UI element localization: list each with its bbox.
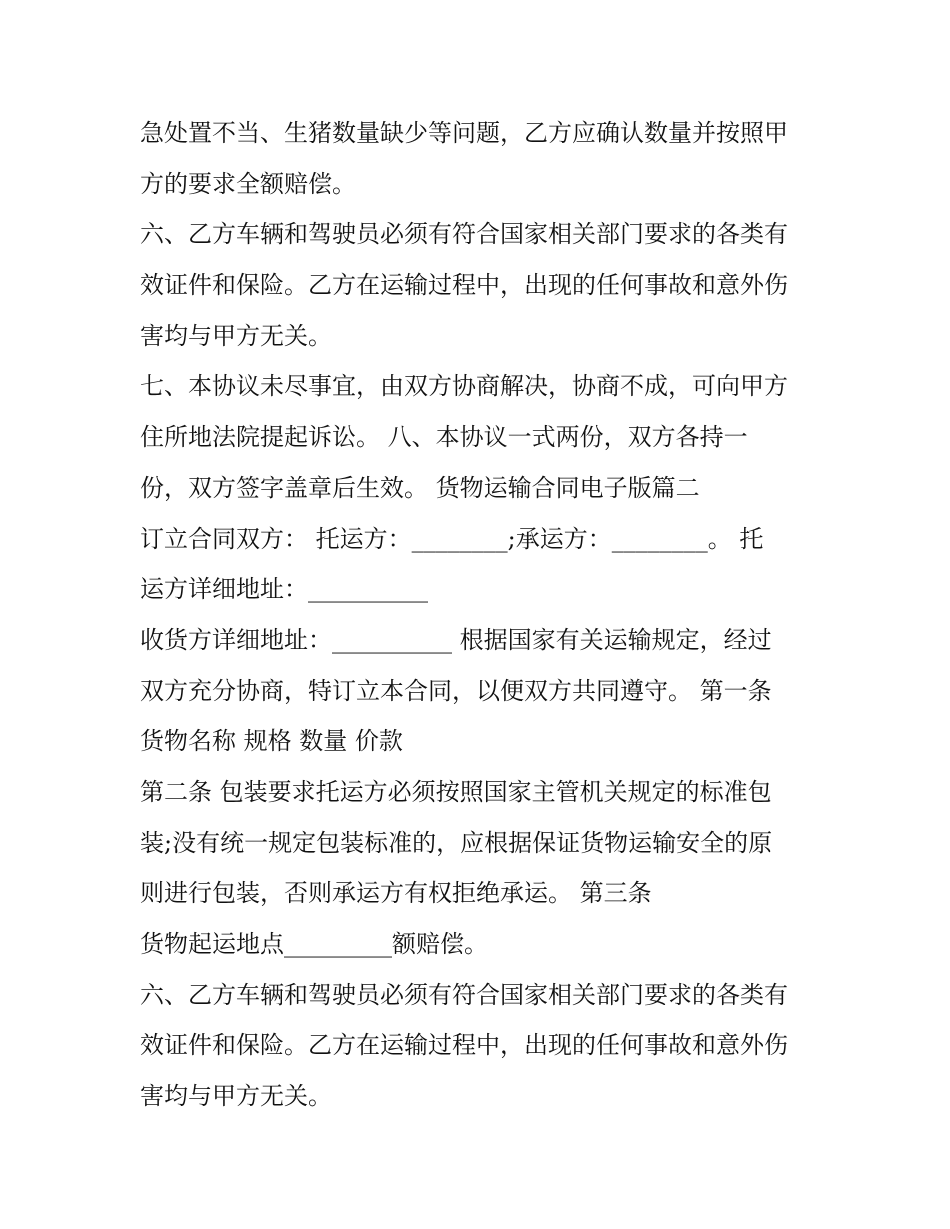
text-line: 害均与甲方无关。 xyxy=(140,321,332,350)
text-line: 方的要求全额赔偿。 xyxy=(140,169,356,198)
text-line: 份，双方签字盖章后生效。 货物运输合同电子版篇二 xyxy=(140,473,700,502)
text-line: 货物名称 规格 数量 价款 xyxy=(140,727,403,756)
text-line: 七、本协议未尽事宜，由双方协商解决，协商不成，可向甲方 xyxy=(140,372,788,401)
text-line: 装;没有统一规定包装标准的，应根据保证货物运输安全的原 xyxy=(140,828,773,857)
text-line: 第二条 包装要求托运方必须按照国家主管机关规定的标准包 xyxy=(140,777,772,806)
text-line: 收货方详细地址：__________ 根据国家有关运输规定，经过 xyxy=(140,625,772,654)
text-line: 六、乙方车辆和驾驶员必须有符合国家相关部门要求的各类有 xyxy=(140,980,788,1009)
text-line: 效证件和保险。乙方在运输过程中，出现的任何事故和意外伤 xyxy=(140,271,788,300)
text-line: 货物起运地点_________额赔偿。 xyxy=(140,930,488,958)
text-line: 急处置不当、生猪数量缺少等问题，乙方应确认数量并按照甲 xyxy=(140,119,788,147)
text-line: 害均与甲方无关。 xyxy=(140,1082,332,1111)
text-line: 效证件和保险。乙方在运输过程中，出现的任何事故和意外伤 xyxy=(140,1031,788,1060)
text-line: 订立合同双方： 托运方：________;承运方：________。 托 xyxy=(140,524,764,553)
text-line: 六、乙方车辆和驾驶员必须有符合国家相关部门要求的各类有 xyxy=(140,220,788,249)
text-line: 双方充分协商，特订立本合同，以便双方共同遵守。 第一条 xyxy=(140,676,772,705)
text-line: 则进行包装，否则承运方有权拒绝承运。 第三条 xyxy=(140,879,652,908)
text-line: 住所地法院提起诉讼。 八、本协议一式两份，双方各持一 xyxy=(140,423,748,452)
document-body xyxy=(140,108,830,1122)
text-line: 运方详细地址：__________ xyxy=(140,575,428,604)
